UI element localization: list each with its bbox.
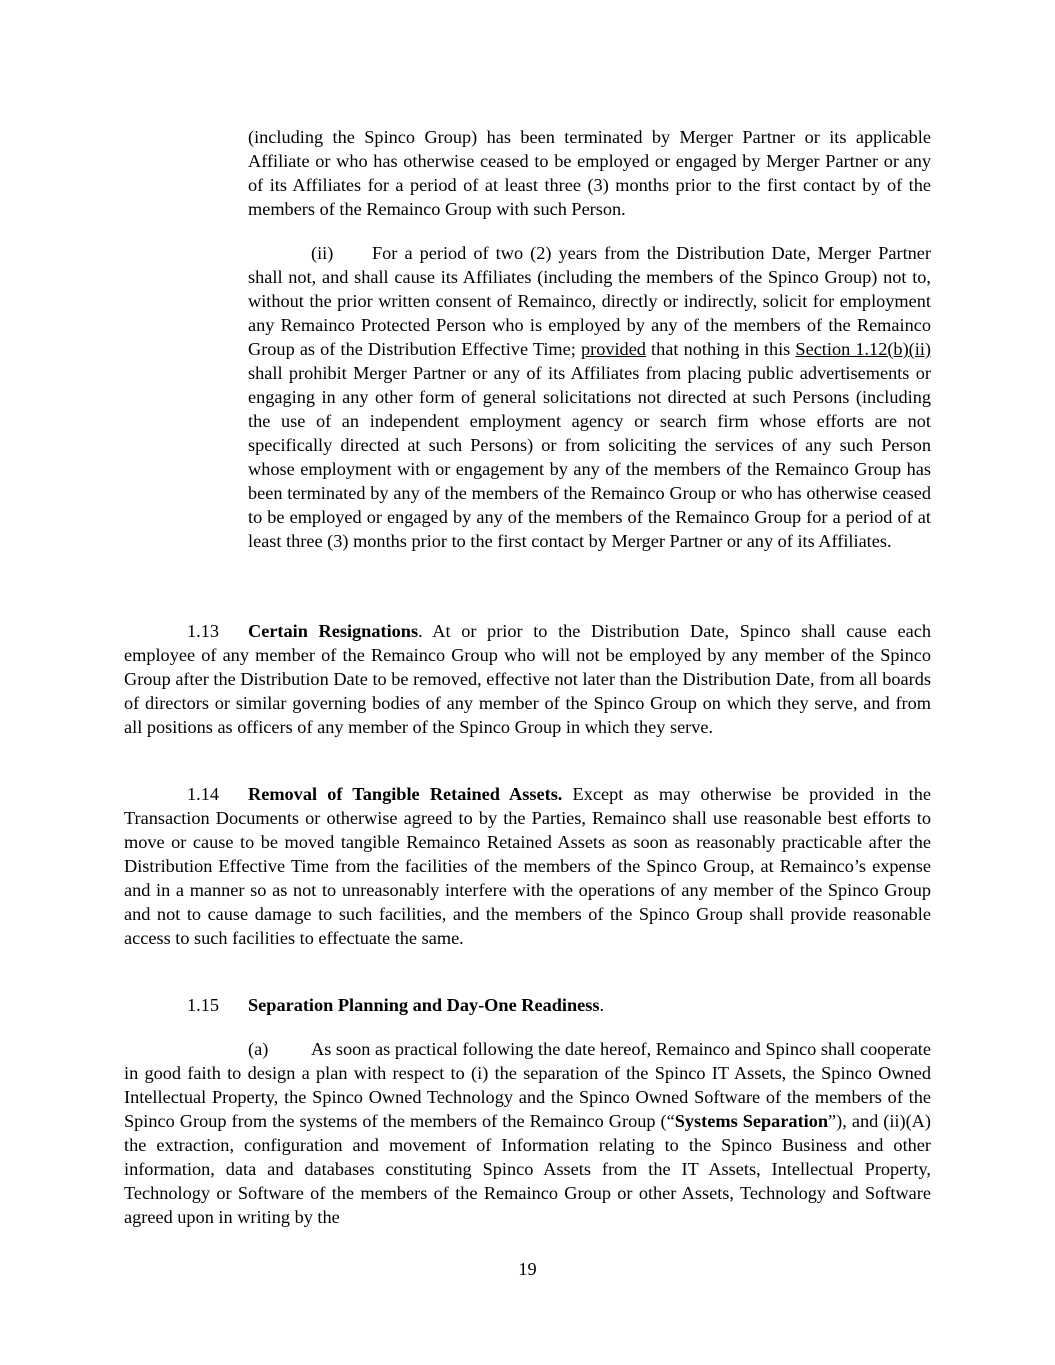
section-1-15 <box>124 993 931 1017</box>
subsection-a-number: (a) <box>248 1039 269 1059</box>
subsection-ii-text-c: shall prohibit Merger Partner or any of its Affiliates from placing public advertisements or engaging in any other form of general solicitations not directed at such Persons (including the use of an independent employment agency or search firm whose efforts are not specifically directed at such Persons) or from soliciting the services of any such Person whose employment with or engagement by any of the members of the Remainco Group has been terminated by any of the members of the Remainco Group or who has otherwise ceased to be employed or engaged by any of the members of the Remainco Group for a period of at least three (3) months prior to the first contact by Merger Partner or any of its Affiliates. <box>248 363 931 551</box>
subsection-ii-text-a: For a period of two (2) years from the Distribution Date, Merger Partner shall not, and shall cause its Affiliates (including the members of the Spinco Group) not to, without the prior written consent of Remainco, directly or indirectly, solicit for employment any Remainco Protected Person who is employed by any of the members of the Remainco Group as of the Distribution Effective Time; <box>248 243 931 359</box>
section-1-15-tail: . <box>599 995 605 1015</box>
section-1-14-heading: Removal of Tangible Retained Assets. <box>248 784 563 804</box>
subsection-a <box>124 1037 931 1229</box>
provided-term: provided <box>580 339 646 359</box>
section-1-14-text: Except as may otherwise be provided in the Transaction Documents or otherwise agreed to by the Parties, Remainco shall use reasonable best efforts to move or cause to be moved tangible Remainco Retained Assets as soon as reasonably practicable after the Distribution Effective Time from the facilities of the members of the Spinco Group, at Remainco’s expense and in a manner so as not to unreasonably interfere with the operations of any member of the Spinco Group and not to cause damage to such facilities, and the members of the Spinco Group shall provide reasonable access to such facilities to effectuate the same. <box>124 784 931 948</box>
subsection-ii-text-b: that nothing in this <box>645 339 796 359</box>
page-number: 19 <box>518 1259 537 1279</box>
subsection-ii-number: (ii) <box>311 243 334 263</box>
systems-separation-term: Systems Separation <box>674 1111 829 1131</box>
section-1-14 <box>124 782 931 950</box>
section-1-13-text: . At or prior to the Distribution Date, Spinco shall cause each employee of any member of the Remainco Group who will not be employed by any member of the Spinco Group after the Distribution Date to be removed, effective not later than the Distribution Date, from all boards of directors or similar governing bodies of any member of the Spinco Group on which they serve, and from all positions as officers of any member of the Spinco Group in which they serve. <box>124 621 932 737</box>
continuation-text: (including the Spinco Group) has been terminated by Merger Partner or its applicable Affiliate or who has otherwise ceased to be employed or engaged by Merger Partner or any of its Affiliates for a period of at least three (3) months prior to the first contact by of the members of the Remainco Group with such Person. <box>248 127 931 219</box>
subsection-a-text-b: ”), and (ii)(A) the extraction, configuration and movement of Information relating to the Spinco Business and other information, data and databases constituting Spinco Assets from the IT Assets, Intellectual Property, Technology or Software of the members of the Remainco Group or other Assets, Technology and Software agreed upon in writing by the <box>124 1111 931 1227</box>
section-1-13-heading: Certain Resignations <box>248 621 419 641</box>
section-1-14-number: 1.14 <box>187 784 219 804</box>
continuation-paragraph <box>248 125 931 221</box>
section-1-13-number: 1.13 <box>187 621 219 641</box>
section-1-15-heading: Separation Planning and Day-One Readiness <box>248 995 600 1015</box>
subsection-a-text-a: As soon as practical following the date hereof, Remainco and Spinco shall cooperate in good faith to design a plan with respect to (i) the separation of the Spinco IT Assets, the Spinco Owned Intellectual Property, the Spinco Owned Technology and the Spinco Owned Software of the members of the Spinco Group from the systems of the members of the Remainco Group (“ <box>124 1039 931 1131</box>
subsection-ii <box>248 241 931 553</box>
section-reference: Section 1.12(b)(ii) <box>795 339 931 359</box>
section-1-15-number: 1.15 <box>187 995 219 1015</box>
section-1-13 <box>124 619 931 739</box>
